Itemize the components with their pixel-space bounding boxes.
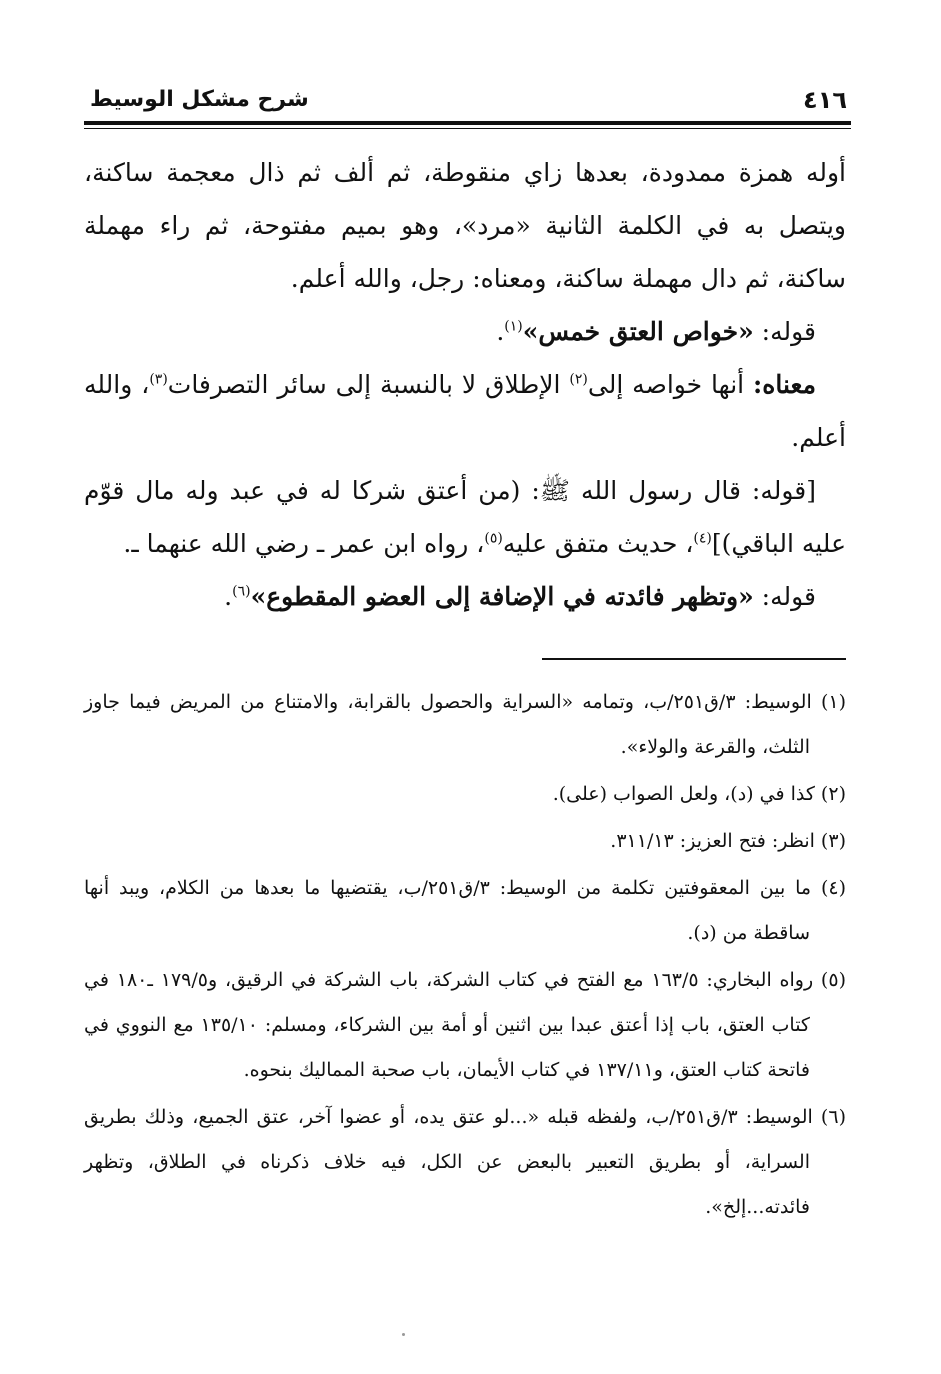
footnote-ref-5[interactable]: (٥)	[484, 530, 503, 547]
footnote-5: (٥) رواه البخاري: ١٦٣/٥ مع الفتح في كتاب الشركة، باب الشركة في الرقيق، و١٧٩/٥ ـ١٨٠ في كتاب العتق، باب إذا أعتق عبدا بين اثنين أو أمة بين الشركاء، ومسلم: ١٣٥/١٠ مع النووي في فاتحة كتاب العتق، و١٣٧/١١ في كتاب الأيمان، باب صحبة المماليك بنحوه.	[84, 969, 846, 1081]
paragraph-3-text-c: ، والله أعلم.	[84, 370, 846, 452]
footnote-ref-3[interactable]: (٣)	[149, 371, 168, 388]
paragraph-3-text-b: الإطلاق لا بالنسبة إلى سائر التصرفات	[167, 370, 570, 399]
footnote-ref-1[interactable]: (١)	[504, 318, 523, 335]
paragraph-5-prefix: قوله:	[753, 582, 816, 611]
footnote-3: (٣) انظر: فتح العزيز: ٣١١/١٣.	[610, 830, 846, 852]
footnote-ref-4[interactable]: (٤)	[693, 530, 712, 547]
paragraph-1: أوله همزة ممدودة، بعدها زاي منقوطة، ثم ألف ثم ذال معجمة ساكنة، ويتصل به في الكلمة الثانية «مرد»، وهو بميم مفتوحة، ثم راء مهملة ساكنة، ثم دال مهملة ساكنة، ومعناه: رجل، والله أعلم.	[84, 158, 846, 293]
paragraph-4	[84, 464, 846, 570]
paragraph-2-prefix: قوله:	[753, 317, 816, 346]
paragraph-4-text-c: ، رواه ابن عمر ـ رضي الله عنهما ـ.	[123, 529, 485, 558]
main-text	[84, 146, 846, 623]
paragraph-2	[84, 305, 846, 358]
footnotes	[84, 680, 846, 1232]
paragraph-4-text-a: [قوله: قال رسول الله ﷺ: (من أعتق شركا له في عبد وله مال قوّم عليه الباقي)]	[84, 476, 846, 558]
scan-speck	[402, 1333, 405, 1336]
header-rule-thick	[84, 121, 851, 125]
footnote-ref-6[interactable]: (٦)	[232, 583, 251, 600]
quoted-phrase-1: «خواص العتق خمس»	[522, 317, 754, 346]
footnote-2: (٢) كذا في (د)، ولعل الصواب (على).	[552, 783, 846, 805]
paragraph-3-text-a: أنها خواصه إلى	[587, 370, 754, 399]
quoted-phrase-2: «وتظهر فائدته في الإضافة إلى العضو المقطوع»	[250, 582, 754, 611]
header-rule-thin	[84, 128, 851, 129]
paragraph-5-suffix: .	[224, 582, 233, 611]
footnote-6: (٦) الوسيط: ٣/ق٢٥١/ب، ولفظه قبله «...لو عتق يده، أو عضوا آخر، عتق الجميع، وذلك بطريق السراية، أو بطريق التعبير بالبعض عن الكل، فيه خلاف ذكرناه في الطلاق، وتظهر فائدته...إلخ».	[84, 1106, 846, 1218]
footnote-separator	[542, 658, 846, 660]
paragraph-4-text-b: ، حديث متفق عليه	[502, 529, 694, 558]
running-title: شرح مشكل الوسيط	[90, 87, 309, 112]
paragraph-5	[84, 570, 846, 623]
page-header	[84, 86, 851, 114]
footnote-ref-2[interactable]: (٢)	[569, 371, 588, 388]
footnote-4: (٤) ما بين المعقوفتين تكلمة من الوسيط: ٣/ق٢٥١/ب، يقتضيها ما بعدها من الكلام، ويبد أنها ساقطة من (د).	[84, 877, 846, 944]
paragraph-2-suffix: .	[496, 317, 505, 346]
paragraph-3	[84, 358, 846, 464]
footnote-1: (١) الوسيط: ٣/ق٢٥١/ب، وتمامه «السراية والحصول بالقرابة، والامتناع من المريض فيما جاوز الثلث، والقرعة والولاء».	[84, 691, 846, 758]
page-number: ٤١٦	[803, 86, 847, 114]
paragraph-3-lead: معناه:	[753, 370, 816, 399]
